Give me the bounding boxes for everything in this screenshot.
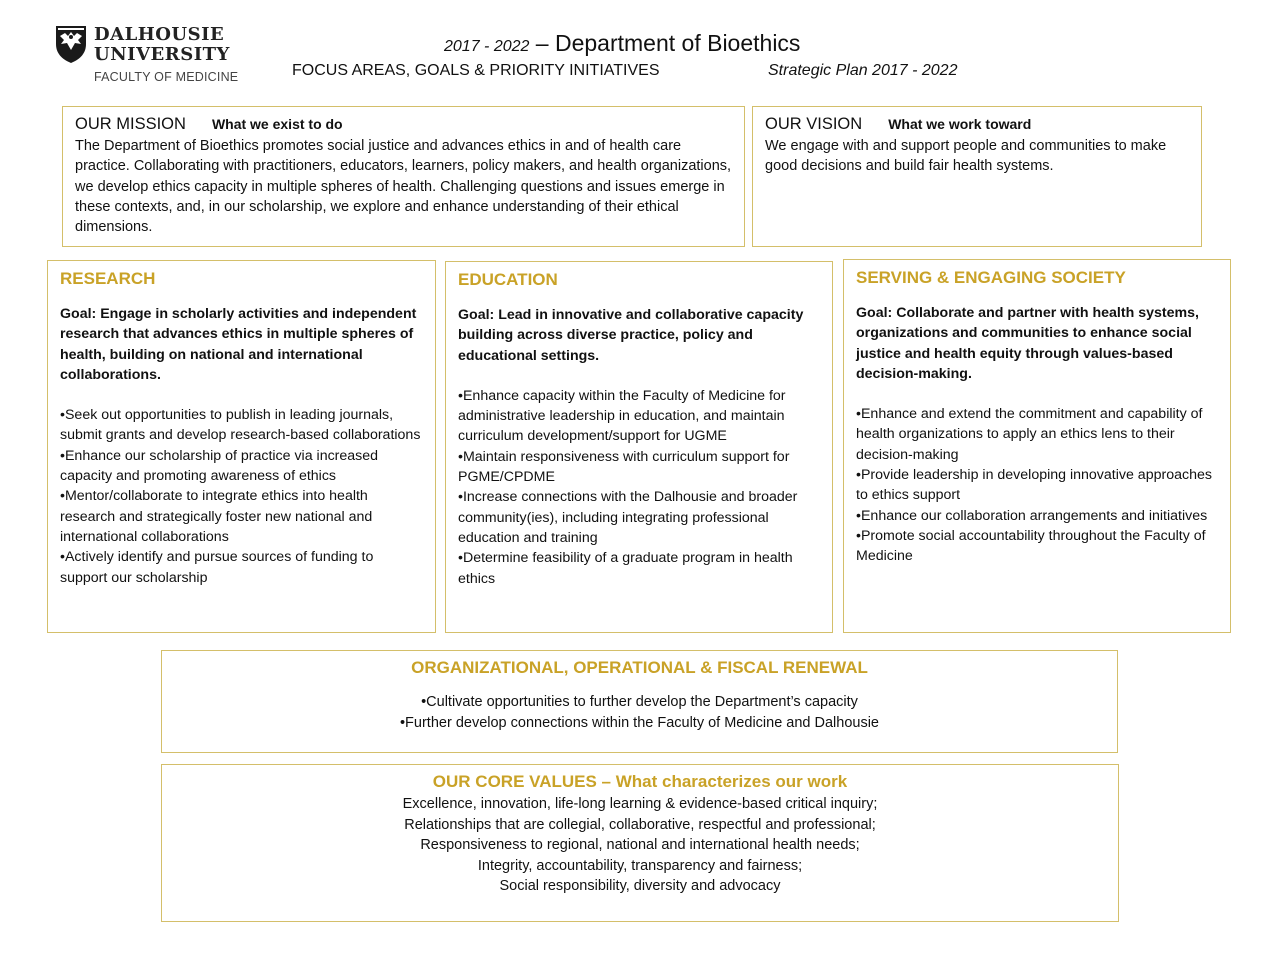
list-item: •Seek out opportunities to publish in leading journals, submit grants and develop research-based collaborations: [60, 407, 421, 444]
society-goal: Goal: Collaborate and partner with health systems, organizations and communities to enhance social justice and health equity through values-based decision-making.: [856, 305, 1199, 382]
education-list: [458, 386, 820, 589]
logo-line-university: UNIVERSITY: [94, 44, 230, 65]
education-title: EDUCATION: [458, 270, 558, 289]
education-goal: Goal: Lead in innovative and collaborative capacity building across diverse practice, policy and educational settings.: [458, 307, 804, 364]
university-logo: [54, 22, 244, 90]
logo-line-faculty: FACULTY OF MEDICINE: [94, 70, 239, 84]
list-item: •Promote social accountability throughout the Faculty of Medicine: [856, 527, 1206, 565]
list-item: •Further develop connections within the Faculty of Medicine and Dalhousie: [399, 714, 879, 731]
strategic-plan-label: Strategic Plan 2017 - 2022: [768, 62, 958, 79]
society-title: SERVING & ENGAGING SOCIETY: [856, 268, 1126, 287]
vision-tagline: What we work toward: [888, 116, 1032, 132]
list-item: •Mentor/collaborate to integrate ethics into health research and strategically foster new national and international collaborations: [60, 488, 373, 545]
page-title: [444, 30, 800, 57]
title-years: 2017 - 2022: [444, 38, 530, 55]
list-item: •Provide leadership in developing innovative approaches to ethics support: [856, 467, 1212, 504]
research-goal: Goal: Engage in scholarly activities and independent research that advances ethics in multiple spheres of health, building on national and international collaborations.: [60, 306, 417, 383]
mission-box: [62, 106, 745, 247]
list-item: •Enhance our collaboration arrangements and initiatives: [856, 507, 1208, 524]
research-box: [47, 260, 436, 633]
renewal-box: [161, 650, 1118, 753]
list-item: •Enhance capacity within the Faculty of Medicine for administrative leadership in education, and maintain curriculum development/support for UGME: [458, 387, 786, 445]
list-item: •Actively identify and pursue sources of funding to support our scholarship: [60, 549, 374, 586]
education-box: [445, 261, 833, 633]
society-box: [843, 259, 1231, 633]
list-item: Relationships that are collegial, collaborative, respectful and professional;: [404, 816, 876, 833]
title-department: – Department of Bioethics: [529, 30, 801, 56]
society-list: [856, 404, 1218, 566]
list-item: •Increase connections with the Dalhousie and broader community(ies), including integrating professional education and training: [458, 489, 798, 546]
list-item: •Enhance our scholarship of practice via increased capacity and promoting awareness of ethics: [60, 447, 379, 485]
list-item: Responsiveness to regional, national and international health needs;: [420, 837, 860, 853]
mission-text: The Department of Bioethics promotes social justice and advances ethics in and of health care practice. Collaborating with practitioners, educators, learners, policy makers, and health organizations, we develop ethics capacity in multiple spheres of health. Challenging questions and issues emerge in these contexts, and, in our scholarship, we explore and enhance understanding of their ethical dimensions.: [75, 138, 732, 236]
list-item: Social responsibility, diversity and advocacy: [499, 878, 781, 894]
vision-box: [752, 106, 1202, 247]
research-title: RESEARCH: [60, 269, 156, 288]
mission-heading: OUR MISSION: [75, 115, 186, 133]
core-values-box: [161, 764, 1119, 922]
list-item: •Determine feasibility of a graduate program in health ethics: [458, 550, 793, 587]
list-item: •Maintain responsiveness with curriculum support for PGME/CPDME: [458, 448, 790, 486]
core-values-list: [162, 794, 1118, 897]
page-subtitle: FOCUS AREAS, GOALS & PRIORITY INITIATIVES: [292, 62, 660, 79]
research-list: [60, 405, 423, 588]
dalhousie-crest-icon: [54, 24, 88, 64]
list-item: •Cultivate opportunities to further develop the Department’s capacity: [421, 694, 858, 710]
list-item: Integrity, accountability, transparency and fairness;: [477, 857, 803, 874]
mission-tagline: What we exist to do: [211, 116, 343, 132]
core-values-title: OUR CORE VALUES – What characterizes our work: [432, 772, 848, 791]
renewal-title: ORGANIZATIONAL, OPERATIONAL & FISCAL RENEWAL: [411, 658, 868, 677]
vision-text: We engage with and support people and communities to make good decisions and build fair health systems.: [765, 138, 1167, 175]
list-item: Excellence, innovation, life-long learning & evidence-based critical inquiry;: [402, 796, 878, 812]
logo-line-dalhousie: DALHOUSIE: [94, 24, 225, 45]
vision-heading: OUR VISION: [765, 115, 863, 133]
renewal-list: [162, 692, 1117, 733]
list-item: •Enhance and extend the commitment and capability of health organizations to apply an ethics lens to their decision-making: [856, 406, 1203, 463]
